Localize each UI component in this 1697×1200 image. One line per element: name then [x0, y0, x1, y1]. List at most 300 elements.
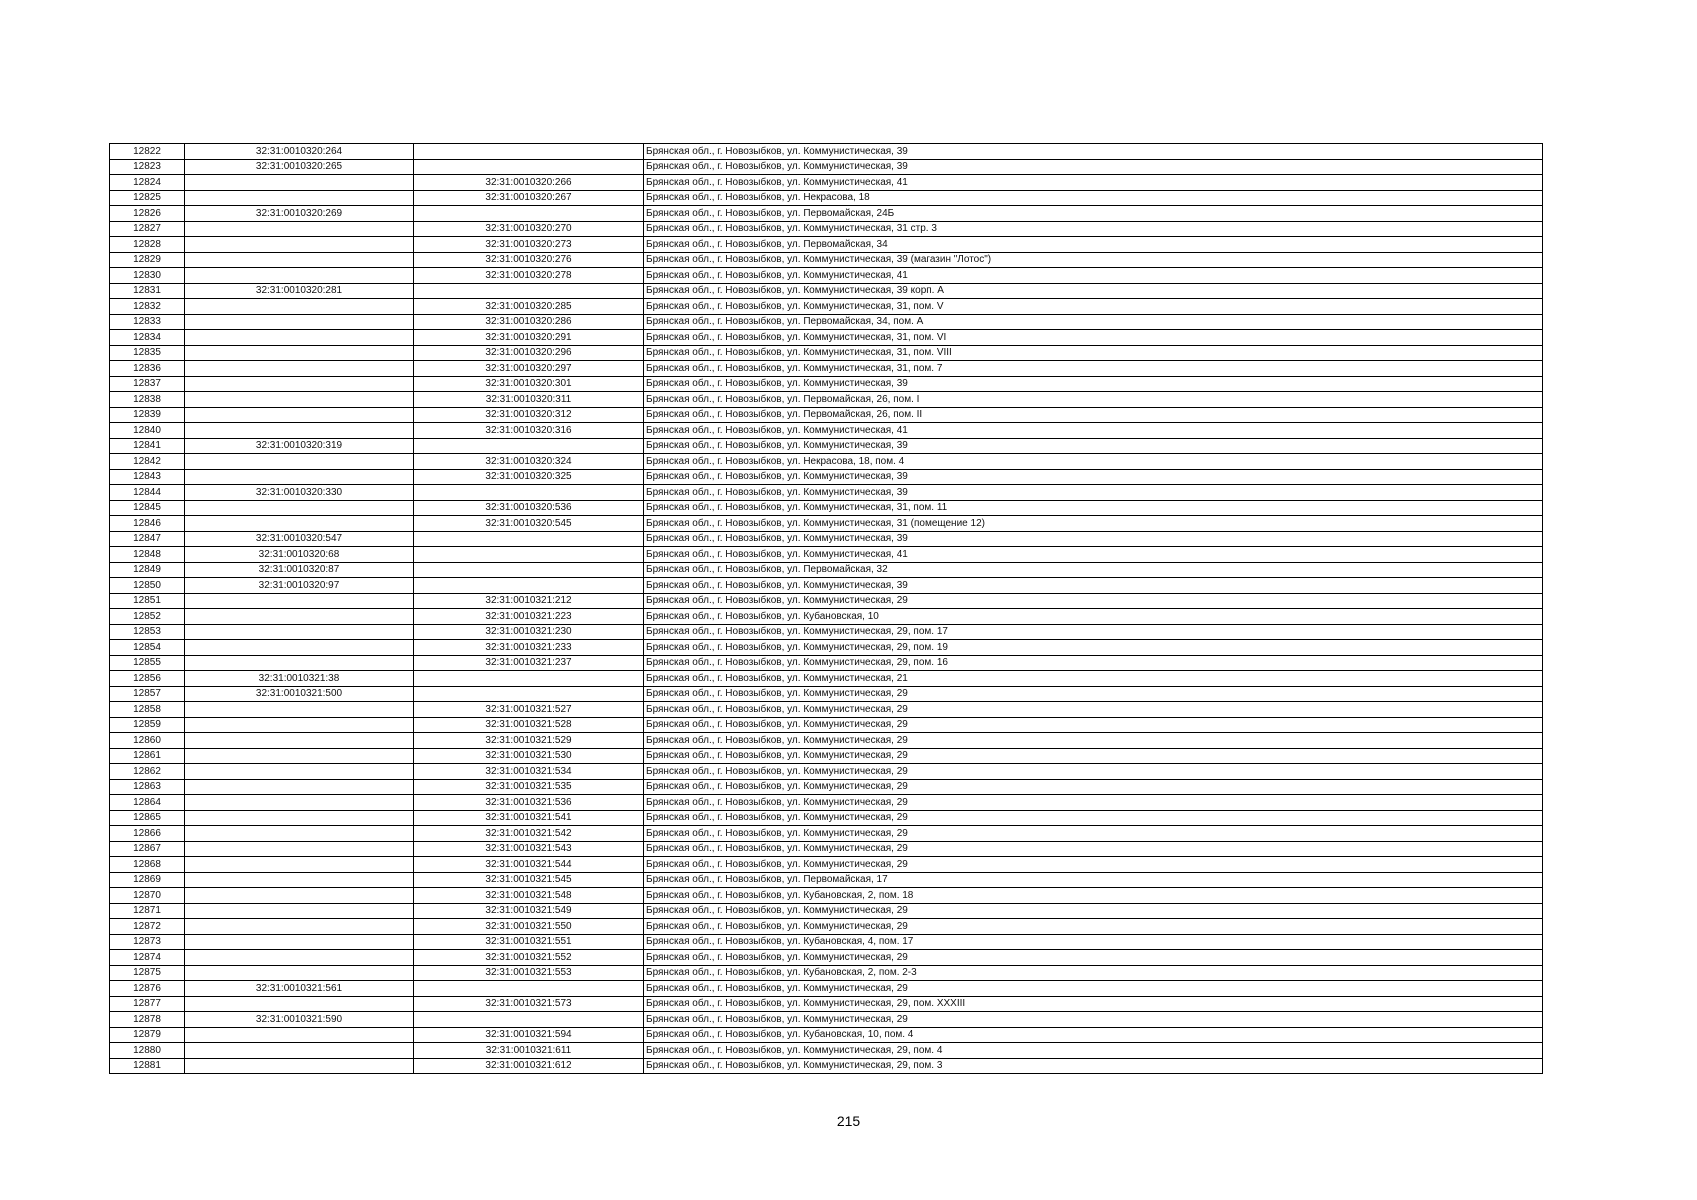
table-row: [110, 717, 1543, 733]
row-number-cell: 12875: [110, 965, 185, 981]
cadastral-number-cell: 32:31:0010321:590: [185, 1012, 414, 1028]
cadastral-number-alt-cell: [414, 1012, 644, 1028]
row-number-cell: 12854: [110, 640, 185, 656]
cadastral-number-alt-cell: 32:31:0010320:286: [414, 314, 644, 330]
row-number-cell: 12837: [110, 376, 185, 392]
cadastral-number-cell: [185, 330, 414, 346]
cadastral-number-cell: [185, 299, 414, 315]
address-cell: Брянская обл., г. Новозыбков, ул. Коммунистическая, 29: [644, 950, 1543, 966]
row-number-cell: 12873: [110, 934, 185, 950]
cadastral-number-alt-cell: 32:31:0010320:312: [414, 407, 644, 423]
address-cell: Брянская обл., г. Новозыбков, ул. Коммунистическая, 31, пом. 7: [644, 361, 1543, 377]
cadastral-number-alt-cell: 32:31:0010320:266: [414, 175, 644, 191]
table-row: [110, 221, 1543, 237]
cadastral-number-alt-cell: [414, 686, 644, 702]
table-row: [110, 903, 1543, 919]
cadastral-number-alt-cell: 32:31:0010320:311: [414, 392, 644, 408]
row-number-cell: 12868: [110, 857, 185, 873]
cadastral-number-alt-cell: 32:31:0010321:611: [414, 1043, 644, 1059]
cadastral-number-cell: [185, 252, 414, 268]
address-cell: Брянская обл., г. Новозыбков, ул. Первомайская, 17: [644, 872, 1543, 888]
address-cell: Брянская обл., г. Новозыбков, ул. Коммунистическая, 41: [644, 175, 1543, 191]
address-cell: Брянская обл., г. Новозыбков, ул. Коммунистическая, 29, пом. XXXIII: [644, 996, 1543, 1012]
cadastral-number-cell: [185, 593, 414, 609]
cadastral-number-alt-cell: [414, 485, 644, 501]
cadastral-number-cell: [185, 888, 414, 904]
cadastral-number-cell: [185, 717, 414, 733]
cadastral-number-alt-cell: 32:31:0010321:543: [414, 841, 644, 857]
table-row: [110, 888, 1543, 904]
address-cell: Брянская обл., г. Новозыбков, ул. Коммунистическая, 29: [644, 593, 1543, 609]
table-row: [110, 407, 1543, 423]
row-number-cell: 12855: [110, 655, 185, 671]
cadastral-number-cell: 32:31:0010320:97: [185, 578, 414, 594]
table-row: [110, 175, 1543, 191]
table-row: [110, 810, 1543, 826]
address-cell: Брянская обл., г. Новозыбков, ул. Коммунистическая, 29: [644, 702, 1543, 718]
address-cell: Брянская обл., г. Новозыбков, ул. Коммунистическая, 39: [644, 376, 1543, 392]
address-cell: Брянская обл., г. Новозыбков, ул. Коммунистическая, 29: [644, 779, 1543, 795]
row-number-cell: 12831: [110, 283, 185, 299]
cadastral-number-cell: [185, 795, 414, 811]
cadastral-number-alt-cell: [414, 283, 644, 299]
address-cell: Брянская обл., г. Новозыбков, ул. Коммунистическая, 39 (магазин "Лотос"): [644, 252, 1543, 268]
cadastral-number-cell: [185, 826, 414, 842]
row-number-cell: 12835: [110, 345, 185, 361]
address-cell: Брянская обл., г. Новозыбков, ул. Коммунистическая, 29: [644, 795, 1543, 811]
cadastral-number-alt-cell: 32:31:0010321:237: [414, 655, 644, 671]
cadastral-number-cell: 32:31:0010320:547: [185, 531, 414, 547]
cadastral-number-cell: [185, 1058, 414, 1074]
table-row: [110, 469, 1543, 485]
table-row: [110, 872, 1543, 888]
table-row: [110, 361, 1543, 377]
cadastral-number-alt-cell: [414, 206, 644, 222]
table-row: [110, 996, 1543, 1012]
table-row: [110, 516, 1543, 532]
table-row: [110, 919, 1543, 935]
row-number-cell: 12858: [110, 702, 185, 718]
cadastral-number-alt-cell: 32:31:0010321:612: [414, 1058, 644, 1074]
row-number-cell: 12852: [110, 609, 185, 625]
cadastral-number-alt-cell: 32:31:0010321:552: [414, 950, 644, 966]
table-row: [110, 609, 1543, 625]
row-number-cell: 12859: [110, 717, 185, 733]
row-number-cell: 12851: [110, 593, 185, 609]
cadastral-number-alt-cell: 32:31:0010321:542: [414, 826, 644, 842]
row-number-cell: 12836: [110, 361, 185, 377]
address-cell: Брянская обл., г. Новозыбков, ул. Первомайская, 26, пом. I: [644, 392, 1543, 408]
cadastral-number-cell: [185, 361, 414, 377]
cadastral-number-cell: 32:31:0010320:68: [185, 547, 414, 563]
cadastral-number-cell: [185, 1043, 414, 1059]
row-number-cell: 12848: [110, 547, 185, 563]
row-number-cell: 12844: [110, 485, 185, 501]
cadastral-table: [109, 143, 1543, 1074]
cadastral-number-alt-cell: 32:31:0010321:230: [414, 624, 644, 640]
table-row: [110, 686, 1543, 702]
row-number-cell: 12876: [110, 981, 185, 997]
row-number-cell: 12864: [110, 795, 185, 811]
cadastral-number-cell: [185, 841, 414, 857]
row-number-cell: 12829: [110, 252, 185, 268]
row-number-cell: 12849: [110, 562, 185, 578]
cadastral-number-alt-cell: 32:31:0010320:276: [414, 252, 644, 268]
cadastral-number-cell: [185, 237, 414, 253]
address-cell: Брянская обл., г. Новозыбков, ул. Коммунистическая, 39: [644, 144, 1543, 160]
cadastral-number-alt-cell: [414, 159, 644, 175]
row-number-cell: 12865: [110, 810, 185, 826]
address-cell: Брянская обл., г. Новозыбков, ул. Коммунистическая, 41: [644, 268, 1543, 284]
table-row: [110, 345, 1543, 361]
row-number-cell: 12826: [110, 206, 185, 222]
table-row: [110, 1043, 1543, 1059]
table-row: [110, 593, 1543, 609]
cadastral-number-alt-cell: 32:31:0010321:553: [414, 965, 644, 981]
address-cell: Брянская обл., г. Новозыбков, ул. Некрасова, 18: [644, 190, 1543, 206]
table-row: [110, 655, 1543, 671]
address-cell: Брянская обл., г. Новозыбков, ул. Коммунистическая, 29: [644, 919, 1543, 935]
table-row: [110, 965, 1543, 981]
table-row: [110, 934, 1543, 950]
row-number-cell: 12841: [110, 438, 185, 454]
cadastral-number-cell: [185, 190, 414, 206]
row-number-cell: 12846: [110, 516, 185, 532]
row-number-cell: 12853: [110, 624, 185, 640]
table-row: [110, 671, 1543, 687]
table-row: [110, 764, 1543, 780]
cadastral-number-alt-cell: 32:31:0010320:285: [414, 299, 644, 315]
row-number-cell: 12830: [110, 268, 185, 284]
cadastral-number-cell: [185, 268, 414, 284]
address-cell: Брянская обл., г. Новозыбков, ул. Коммунистическая, 31, пом. VI: [644, 330, 1543, 346]
cadastral-number-alt-cell: [414, 671, 644, 687]
cadastral-number-cell: [185, 965, 414, 981]
row-number-cell: 12822: [110, 144, 185, 160]
table-row: [110, 283, 1543, 299]
address-cell: Брянская обл., г. Новозыбков, ул. Коммунистическая, 29: [644, 826, 1543, 842]
cadastral-number-cell: [185, 221, 414, 237]
cadastral-number-cell: [185, 934, 414, 950]
address-cell: Брянская обл., г. Новозыбков, ул. Коммунистическая, 39: [644, 578, 1543, 594]
cadastral-number-alt-cell: 32:31:0010321:594: [414, 1027, 644, 1043]
table-row: [110, 562, 1543, 578]
cadastral-number-alt-cell: [414, 578, 644, 594]
address-cell: Брянская обл., г. Новозыбков, ул. Коммунистическая, 39: [644, 485, 1543, 501]
table-row: [110, 190, 1543, 206]
table-row: [110, 640, 1543, 656]
row-number-cell: 12877: [110, 996, 185, 1012]
row-number-cell: 12878: [110, 1012, 185, 1028]
cadastral-number-cell: 32:31:0010320:330: [185, 485, 414, 501]
cadastral-number-alt-cell: 32:31:0010321:212: [414, 593, 644, 609]
table-row: [110, 702, 1543, 718]
cadastral-number-cell: 32:31:0010321:561: [185, 981, 414, 997]
address-cell: Брянская обл., г. Новозыбков, ул. Коммунистическая, 39: [644, 469, 1543, 485]
table-row: [110, 330, 1543, 346]
row-number-cell: 12867: [110, 841, 185, 857]
row-number-cell: 12838: [110, 392, 185, 408]
table-row: [110, 206, 1543, 222]
address-cell: Брянская обл., г. Новозыбков, ул. Коммунистическая, 31 (помещение 12): [644, 516, 1543, 532]
row-number-cell: 12833: [110, 314, 185, 330]
cadastral-number-alt-cell: 32:31:0010321:530: [414, 748, 644, 764]
cadastral-number-cell: 32:31:0010320:319: [185, 438, 414, 454]
address-cell: Брянская обл., г. Новозыбков, ул. Коммунистическая, 29, пом. 17: [644, 624, 1543, 640]
cadastral-number-alt-cell: 32:31:0010321:573: [414, 996, 644, 1012]
row-number-cell: 12869: [110, 872, 185, 888]
row-number-cell: 12871: [110, 903, 185, 919]
address-cell: Брянская обл., г. Новозыбков, ул. Коммунистическая, 31, пом. VIII: [644, 345, 1543, 361]
cadastral-number-alt-cell: 32:31:0010321:535: [414, 779, 644, 795]
cadastral-number-alt-cell: [414, 531, 644, 547]
table-row: [110, 795, 1543, 811]
row-number-cell: 12856: [110, 671, 185, 687]
table-row: [110, 392, 1543, 408]
row-number-cell: 12823: [110, 159, 185, 175]
row-number-cell: 12861: [110, 748, 185, 764]
address-cell: Брянская обл., г. Новозыбков, ул. Кубановская, 10, пом. 4: [644, 1027, 1543, 1043]
cadastral-number-cell: [185, 903, 414, 919]
cadastral-number-cell: [185, 407, 414, 423]
address-cell: Брянская обл., г. Новозыбков, ул. Кубановская, 4, пом. 17: [644, 934, 1543, 950]
cadastral-number-alt-cell: 32:31:0010321:544: [414, 857, 644, 873]
address-cell: Брянская обл., г. Новозыбков, ул. Некрасова, 18, пом. 4: [644, 454, 1543, 470]
row-number-cell: 12874: [110, 950, 185, 966]
cadastral-number-cell: 32:31:0010320:264: [185, 144, 414, 160]
table-row: [110, 144, 1543, 160]
cadastral-number-cell: [185, 810, 414, 826]
row-number-cell: 12866: [110, 826, 185, 842]
row-number-cell: 12839: [110, 407, 185, 423]
table-row: [110, 733, 1543, 749]
address-cell: Брянская обл., г. Новозыбков, ул. Коммунистическая, 29: [644, 686, 1543, 702]
cadastral-number-cell: [185, 779, 414, 795]
cadastral-number-cell: [185, 454, 414, 470]
row-number-cell: 12872: [110, 919, 185, 935]
cadastral-number-cell: [185, 857, 414, 873]
table-row: [110, 624, 1543, 640]
address-cell: Брянская обл., г. Новозыбков, ул. Коммунистическая, 29: [644, 764, 1543, 780]
cadastral-number-alt-cell: 32:31:0010320:536: [414, 500, 644, 516]
cadastral-number-alt-cell: 32:31:0010321:527: [414, 702, 644, 718]
address-cell: Брянская обл., г. Новозыбков, ул. Первомайская, 34: [644, 237, 1543, 253]
cadastral-number-alt-cell: [414, 981, 644, 997]
cadastral-number-cell: [185, 1027, 414, 1043]
cadastral-number-cell: 32:31:0010321:500: [185, 686, 414, 702]
address-cell: Брянская обл., г. Новозыбков, ул. Коммунистическая, 39: [644, 159, 1543, 175]
cadastral-number-alt-cell: 32:31:0010320:278: [414, 268, 644, 284]
row-number-cell: 12881: [110, 1058, 185, 1074]
cadastral-number-alt-cell: [414, 144, 644, 160]
cadastral-number-cell: 32:31:0010320:269: [185, 206, 414, 222]
cadastral-number-alt-cell: 32:31:0010320:301: [414, 376, 644, 392]
cadastral-number-alt-cell: 32:31:0010321:233: [414, 640, 644, 656]
address-cell: Брянская обл., г. Новозыбков, ул. Коммунистическая, 29: [644, 903, 1543, 919]
cadastral-number-alt-cell: 32:31:0010321:551: [414, 934, 644, 950]
address-cell: Брянская обл., г. Новозыбков, ул. Коммунистическая, 31 стр. 3: [644, 221, 1543, 237]
table-row: [110, 314, 1543, 330]
address-cell: Брянская обл., г. Новозыбков, ул. Коммунистическая, 29: [644, 841, 1543, 857]
table-row: [110, 438, 1543, 454]
table-body: [110, 144, 1543, 1074]
cadastral-number-alt-cell: 32:31:0010321:528: [414, 717, 644, 733]
row-number-cell: 12870: [110, 888, 185, 904]
table-row: [110, 981, 1543, 997]
address-cell: Брянская обл., г. Новозыбков, ул. Коммунистическая, 29: [644, 748, 1543, 764]
cadastral-number-alt-cell: [414, 438, 644, 454]
cadastral-number-alt-cell: 32:31:0010320:325: [414, 469, 644, 485]
cadastral-number-cell: [185, 702, 414, 718]
address-cell: Брянская обл., г. Новозыбков, ул. Кубановская, 2, пом. 18: [644, 888, 1543, 904]
table-row: [110, 500, 1543, 516]
row-number-cell: 12827: [110, 221, 185, 237]
cadastral-number-cell: [185, 345, 414, 361]
row-number-cell: 12824: [110, 175, 185, 191]
cadastral-number-cell: [185, 950, 414, 966]
row-number-cell: 12862: [110, 764, 185, 780]
row-number-cell: 12857: [110, 686, 185, 702]
cadastral-number-cell: [185, 314, 414, 330]
row-number-cell: 12840: [110, 423, 185, 439]
row-number-cell: 12834: [110, 330, 185, 346]
address-cell: Брянская обл., г. Новозыбков, ул. Первомайская, 26, пом. II: [644, 407, 1543, 423]
cadastral-number-cell: [185, 748, 414, 764]
address-cell: Брянская обл., г. Новозыбков, ул. Коммунистическая, 29: [644, 1012, 1543, 1028]
cadastral-number-alt-cell: 32:31:0010321:534: [414, 764, 644, 780]
table-row: [110, 237, 1543, 253]
row-number-cell: 12880: [110, 1043, 185, 1059]
cadastral-number-cell: [185, 996, 414, 1012]
row-number-cell: 12845: [110, 500, 185, 516]
table-row: [110, 578, 1543, 594]
address-cell: Брянская обл., г. Новозыбков, ул. Коммунистическая, 39: [644, 531, 1543, 547]
table-row: [110, 1058, 1543, 1074]
cadastral-number-cell: [185, 423, 414, 439]
cadastral-number-cell: [185, 609, 414, 625]
cadastral-number-cell: [185, 733, 414, 749]
cadastral-number-cell: [185, 500, 414, 516]
table-row: [110, 531, 1543, 547]
cadastral-number-cell: [185, 764, 414, 780]
cadastral-number-alt-cell: 32:31:0010320:545: [414, 516, 644, 532]
address-cell: Брянская обл., г. Новозыбков, ул. Коммунистическая, 29, пом. 16: [644, 655, 1543, 671]
address-cell: Брянская обл., г. Новозыбков, ул. Коммунистическая, 21: [644, 671, 1543, 687]
cadastral-number-alt-cell: 32:31:0010321:550: [414, 919, 644, 935]
row-number-cell: 12828: [110, 237, 185, 253]
table-row: [110, 1027, 1543, 1043]
cadastral-number-cell: 32:31:0010320:87: [185, 562, 414, 578]
cadastral-number-alt-cell: 32:31:0010320:267: [414, 190, 644, 206]
row-number-cell: 12850: [110, 578, 185, 594]
address-cell: Брянская обл., г. Новозыбков, ул. Коммунистическая, 29, пом. 3: [644, 1058, 1543, 1074]
address-cell: Брянская обл., г. Новозыбков, ул. Коммунистическая, 41: [644, 423, 1543, 439]
row-number-cell: 12860: [110, 733, 185, 749]
cadastral-number-cell: [185, 175, 414, 191]
cadastral-number-alt-cell: [414, 547, 644, 563]
address-cell: Брянская обл., г. Новозыбков, ул. Первомайская, 24Б: [644, 206, 1543, 222]
table-row: [110, 950, 1543, 966]
row-number-cell: 12825: [110, 190, 185, 206]
address-cell: Брянская обл., г. Новозыбков, ул. Первомайская, 34, пом. А: [644, 314, 1543, 330]
address-cell: Брянская обл., г. Новозыбков, ул. Кубановская, 2, пом. 2-3: [644, 965, 1543, 981]
table-row: [110, 252, 1543, 268]
address-cell: Брянская обл., г. Новозыбков, ул. Первомайская, 32: [644, 562, 1543, 578]
row-number-cell: 12847: [110, 531, 185, 547]
cadastral-number-alt-cell: 32:31:0010320:291: [414, 330, 644, 346]
cadastral-number-alt-cell: 32:31:0010321:223: [414, 609, 644, 625]
table-row: [110, 299, 1543, 315]
cadastral-number-alt-cell: 32:31:0010321:549: [414, 903, 644, 919]
address-cell: Брянская обл., г. Новозыбков, ул. Коммунистическая, 39: [644, 438, 1543, 454]
row-number-cell: 12843: [110, 469, 185, 485]
address-cell: Брянская обл., г. Новозыбков, ул. Коммунистическая, 31, пом. V: [644, 299, 1543, 315]
address-cell: Брянская обл., г. Новозыбков, ул. Коммунистическая, 39 корп. А: [644, 283, 1543, 299]
row-number-cell: 12879: [110, 1027, 185, 1043]
table-row: [110, 841, 1543, 857]
cadastral-number-alt-cell: 32:31:0010320:297: [414, 361, 644, 377]
table-row: [110, 423, 1543, 439]
table-row: [110, 779, 1543, 795]
cadastral-number-alt-cell: [414, 562, 644, 578]
cadastral-number-alt-cell: 32:31:0010321:541: [414, 810, 644, 826]
table-row: [110, 454, 1543, 470]
table-row: [110, 1012, 1543, 1028]
cadastral-number-alt-cell: 32:31:0010321:548: [414, 888, 644, 904]
table-row: [110, 485, 1543, 501]
address-cell: Брянская обл., г. Новозыбков, ул. Коммунистическая, 29, пом. 4: [644, 1043, 1543, 1059]
table-row: [110, 268, 1543, 284]
cadastral-number-cell: [185, 624, 414, 640]
address-cell: Брянская обл., г. Новозыбков, ул. Коммунистическая, 29: [644, 857, 1543, 873]
table-row: [110, 376, 1543, 392]
cadastral-number-cell: 32:31:0010321:38: [185, 671, 414, 687]
page-number: 215: [836, 1113, 861, 1129]
row-number-cell: 12842: [110, 454, 185, 470]
cadastral-number-cell: [185, 376, 414, 392]
address-cell: Брянская обл., г. Новозыбков, ул. Коммунистическая, 29: [644, 981, 1543, 997]
cadastral-number-cell: 32:31:0010320:281: [185, 283, 414, 299]
cadastral-number-cell: [185, 516, 414, 532]
table-row: [110, 159, 1543, 175]
address-cell: Брянская обл., г. Новозыбков, ул. Коммунистическая, 41: [644, 547, 1543, 563]
table-row: [110, 857, 1543, 873]
address-cell: Брянская обл., г. Новозыбков, ул. Коммунистическая, 29, пом. 19: [644, 640, 1543, 656]
table-row: [110, 547, 1543, 563]
cadastral-number-cell: [185, 640, 414, 656]
row-number-cell: 12863: [110, 779, 185, 795]
address-cell: Брянская обл., г. Новозыбков, ул. Кубановская, 10: [644, 609, 1543, 625]
cadastral-number-cell: [185, 872, 414, 888]
cadastral-number-alt-cell: 32:31:0010321:536: [414, 795, 644, 811]
cadastral-number-alt-cell: 32:31:0010320:296: [414, 345, 644, 361]
cadastral-number-cell: [185, 469, 414, 485]
row-number-cell: 12832: [110, 299, 185, 315]
cadastral-number-cell: [185, 655, 414, 671]
cadastral-number-alt-cell: 32:31:0010321:529: [414, 733, 644, 749]
address-cell: Брянская обл., г. Новозыбков, ул. Коммунистическая, 29: [644, 810, 1543, 826]
table-row: [110, 748, 1543, 764]
cadastral-number-alt-cell: 32:31:0010321:545: [414, 872, 644, 888]
address-cell: Брянская обл., г. Новозыбков, ул. Коммунистическая, 31, пом. 11: [644, 500, 1543, 516]
cadastral-number-alt-cell: 32:31:0010320:316: [414, 423, 644, 439]
cadastral-number-alt-cell: 32:31:0010320:270: [414, 221, 644, 237]
address-cell: Брянская обл., г. Новозыбков, ул. Коммунистическая, 29: [644, 733, 1543, 749]
cadastral-number-cell: [185, 392, 414, 408]
cadastral-number-cell: 32:31:0010320:265: [185, 159, 414, 175]
cadastral-number-cell: [185, 919, 414, 935]
address-cell: Брянская обл., г. Новозыбков, ул. Коммунистическая, 29: [644, 717, 1543, 733]
